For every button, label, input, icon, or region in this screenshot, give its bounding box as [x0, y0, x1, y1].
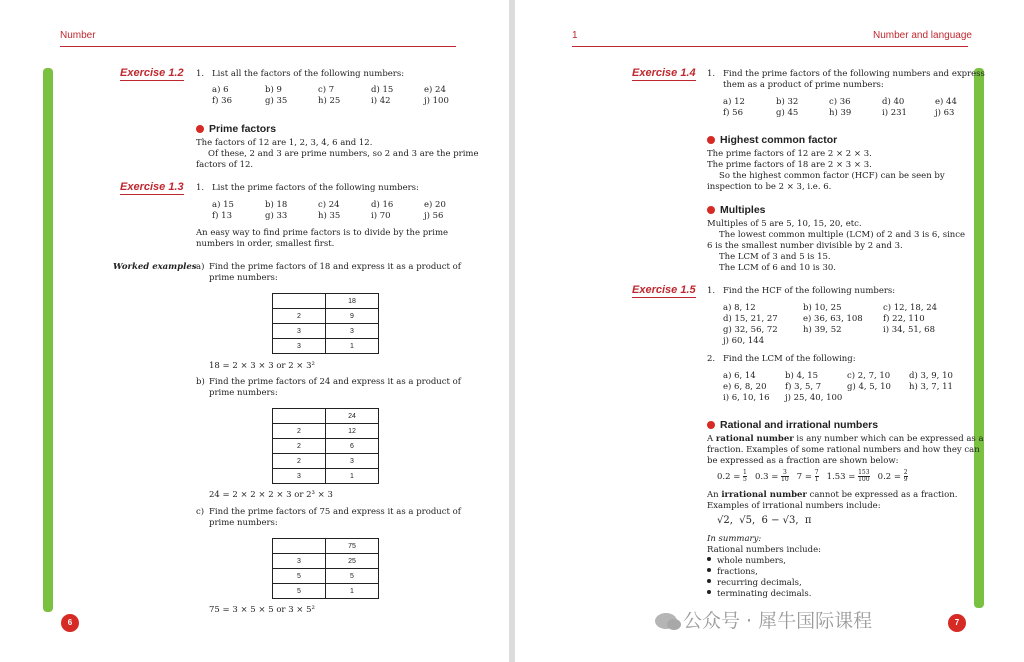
- multiples-text: The LCM of 6 and 10 is 30.: [719, 263, 837, 273]
- bullet-icon: [707, 557, 711, 561]
- list-item: j) 100: [424, 96, 449, 106]
- bullet-dot-icon: [196, 125, 204, 133]
- right-page: [515, 0, 1024, 662]
- list-item: a) 12: [723, 97, 745, 107]
- table-row: 18: [273, 294, 379, 309]
- list-item: terminating decimals.: [707, 589, 811, 600]
- worked-example-b-text: prime numbers:: [209, 388, 278, 398]
- table-row: 3 1: [273, 339, 379, 354]
- list-item: c) 24: [318, 200, 340, 210]
- worked-example-c-letter: c): [196, 507, 205, 517]
- exercise-1-2-items: [212, 85, 477, 107]
- exercise-1-3-items: [212, 200, 477, 222]
- list-item: c) 36: [829, 97, 851, 107]
- factor-table-18: [272, 293, 379, 354]
- list-item: g) 33: [265, 211, 288, 221]
- exercise-1-5-q1-items: [723, 303, 973, 347]
- irrational-examples: √2, √5, 6 − √3, π: [717, 515, 812, 526]
- list-item: e) 20: [424, 200, 446, 210]
- rational-irrational-heading: Rational and irrational numbers: [707, 419, 878, 431]
- exercise-1-4-number: 1.: [707, 69, 716, 79]
- multiples-text: Multiples of 5 are 5, 10, 15, 20, etc.: [707, 219, 862, 229]
- right-header-rule: [572, 46, 968, 47]
- table-row: 2 9: [273, 309, 379, 324]
- list-item: fractions,: [707, 567, 758, 578]
- list-item: g) 45: [776, 108, 799, 118]
- hcf-text: The prime factors of 12 are 2 × 2 × 3.: [707, 149, 872, 159]
- summary-intro: Rational numbers include:: [707, 545, 821, 555]
- list-item: c) 12, 18, 24: [883, 303, 938, 313]
- list-item: d) 15: [371, 85, 394, 95]
- list-item: h) 39, 52: [803, 325, 842, 335]
- exercise-1-4-text: Find the prime factors of the following numbers and express: [723, 69, 985, 79]
- table-row: 2 6: [273, 439, 379, 454]
- list-item: whole numbers,: [707, 556, 786, 567]
- left-header-rule: [60, 46, 456, 47]
- table-row: 75: [273, 539, 379, 554]
- list-item: e) 44: [935, 97, 957, 107]
- hcf-text: inspection to be 2 × 3, i.e. 6.: [707, 182, 832, 192]
- exercise-1-5-q1-instruction: Find the HCF of the following numbers:: [723, 286, 896, 296]
- multiples-text: The LCM of 3 and 5 is 15.: [719, 252, 831, 262]
- rational-definition: A rational number is any number which can be expressed as a: [707, 434, 984, 444]
- table-row: 2 3: [273, 454, 379, 469]
- multiples-text: The lowest common multiple (LCM) of 2 and 3 is 6, since: [719, 230, 966, 240]
- exercise-1-2-instruction: List all the factors of the following numbers:: [212, 69, 405, 79]
- prime-factors-text: Of these, 2 and 3 are prime numbers, so 2 and 3 are the prime: [208, 149, 479, 159]
- list-item: d) 15, 21, 27: [723, 314, 778, 324]
- irrational-definition: Examples of irrational numbers include:: [707, 501, 881, 511]
- list-item: b) 4, 15: [785, 371, 819, 381]
- list-item: a) 6, 14: [723, 371, 756, 381]
- list-item: f) 13: [212, 211, 232, 221]
- list-item: g) 4, 5, 10: [847, 382, 891, 392]
- worked-example-b-result: 24 = 2 × 2 × 2 × 3 or 2³ × 3: [209, 490, 333, 500]
- exercise-1-4-text: them as a product of prime numbers:: [723, 80, 884, 90]
- list-item: g) 32, 56, 72: [723, 325, 778, 335]
- wechat-icon: [655, 613, 677, 629]
- prime-factors-heading: Prime factors: [196, 123, 276, 135]
- list-item: a) 8, 12: [723, 303, 756, 313]
- list-item: b) 32: [776, 97, 799, 107]
- list-item: d) 40: [882, 97, 905, 107]
- exercise-1-3-label: Exercise 1.3: [120, 181, 184, 193]
- table-row: 5 5: [273, 569, 379, 584]
- left-green-margin-bar: [43, 68, 53, 612]
- left-page-number: 6: [61, 614, 79, 632]
- right-header-title: Number and language: [873, 30, 972, 41]
- list-item: j) 56: [424, 211, 444, 221]
- list-item: c) 2, 7, 10: [847, 371, 891, 381]
- exercise-1-5-label: Exercise 1.5: [632, 284, 696, 296]
- multiples-text: 6 is the smallest number divisible by 2 and 3.: [707, 241, 903, 251]
- worked-examples-label: Worked examples: [113, 262, 197, 272]
- irrational-definition: An irrational number cannot be expressed as a fraction.: [707, 490, 958, 500]
- hcf-heading: Highest common factor: [707, 134, 837, 146]
- exercise-1-5-q2-instruction: Find the LCM of the following:: [723, 354, 856, 364]
- left-header-title: Number: [60, 30, 96, 41]
- prime-division-tip: numbers in order, smallest first.: [196, 239, 335, 249]
- list-item: recurring decimals,: [707, 578, 802, 589]
- list-item: h) 25: [318, 96, 341, 106]
- list-item: j) 25, 40, 100: [785, 393, 843, 403]
- exercise-1-3-instruction: List the prime factors of the following numbers:: [212, 183, 419, 193]
- exercise-1-2-number: 1.: [196, 69, 205, 79]
- hcf-text: So the highest common factor (HCF) can be seen by: [719, 171, 945, 181]
- list-item: j) 63: [935, 108, 955, 118]
- summary-label: In summary:: [707, 534, 762, 544]
- list-item: f) 3, 5, 7: [785, 382, 822, 392]
- list-item: a) 15: [212, 200, 234, 210]
- right-green-margin-bar: [974, 68, 984, 608]
- exercise-1-4-label: Exercise 1.4: [632, 67, 696, 79]
- exercise-1-5-q2-items: [723, 371, 971, 404]
- list-item: a) 6: [212, 85, 229, 95]
- table-row: 3 25: [273, 554, 379, 569]
- prime-factors-text: factors of 12.: [196, 160, 254, 170]
- list-item: f) 56: [723, 108, 743, 118]
- chapter-number: 1: [572, 30, 578, 41]
- factor-table-75: [272, 538, 379, 599]
- list-item: d) 16: [371, 200, 394, 210]
- list-item: i) 231: [882, 108, 907, 118]
- list-item: b) 10, 25: [803, 303, 842, 313]
- list-item: e) 6, 8, 20: [723, 382, 767, 392]
- list-item: h) 39: [829, 108, 852, 118]
- bullet-icon: [707, 579, 711, 583]
- list-item: d) 3, 9, 10: [909, 371, 953, 381]
- exercise-1-5-q2-number: 2.: [707, 354, 716, 364]
- list-item: c) 7: [318, 85, 335, 95]
- rational-definition: be expressed as a fraction are shown below:: [707, 456, 899, 466]
- list-item: e) 24: [424, 85, 446, 95]
- list-item: b) 18: [265, 200, 288, 210]
- table-row: 2 12: [273, 424, 379, 439]
- rational-examples: 0.2 = $\frac{1}{5}$ 0.3 = $\frac{3}{10}$ 7 = $\frac{7}{1}$ 1.53 = $\frac{153}{100}$ 0.2 = $\frac{2}{9}$: [717, 469, 908, 483]
- bullet-icon: [707, 568, 711, 572]
- prime-division-tip: An easy way to find prime factors is to divide by the prime: [196, 228, 449, 238]
- table-row: 3 3: [273, 324, 379, 339]
- list-item: e) 36, 63, 108: [803, 314, 863, 324]
- wechat-watermark: 公众号 · 犀牛国际课程: [655, 606, 872, 633]
- list-item: i) 70: [371, 211, 391, 221]
- list-item: g) 35: [265, 96, 288, 106]
- list-item: i) 6, 10, 16: [723, 393, 770, 403]
- hcf-text: The prime factors of 18 are 2 × 3 × 3.: [707, 160, 872, 170]
- table-row: 5 1: [273, 584, 379, 599]
- worked-example-a-letter: a): [196, 262, 205, 272]
- worked-example-a-text: Find the prime factors of 18 and express it as a product of: [209, 262, 461, 272]
- exercise-1-5-q1-number: 1.: [707, 286, 716, 296]
- right-page-number: 7: [948, 614, 966, 632]
- worked-example-c-result: 75 = 3 × 5 × 5 or 3 × 5²: [209, 605, 315, 615]
- worked-example-c-text: Find the prime factors of 75 and express it as a product of: [209, 507, 461, 517]
- prime-factors-text: The factors of 12 are 1, 2, 3, 4, 6 and 12.: [196, 138, 373, 148]
- multiples-heading: Multiples: [707, 204, 766, 216]
- bullet-dot-icon: [707, 421, 715, 429]
- list-item: j) 60, 144: [723, 336, 765, 346]
- exercise-1-2-label: Exercise 1.2: [120, 67, 184, 79]
- table-row: 3 1: [273, 469, 379, 484]
- left-page: [0, 0, 509, 662]
- worked-example-b-letter: b): [196, 377, 205, 387]
- rational-definition: fraction. Examples of some rational numbers and how they can: [707, 445, 980, 455]
- bullet-dot-icon: [707, 206, 715, 214]
- worked-example-b-text: Find the prime factors of 24 and express it as a product of: [209, 377, 461, 387]
- table-row: 24: [273, 409, 379, 424]
- worked-example-c-text: prime numbers:: [209, 518, 278, 528]
- worked-example-a-result: 18 = 2 × 3 × 3 or 2 × 3²: [209, 361, 315, 371]
- bullet-dot-icon: [707, 136, 715, 144]
- list-item: i) 42: [371, 96, 391, 106]
- list-item: h) 35: [318, 211, 341, 221]
- list-item: h) 3, 7, 11: [909, 382, 953, 392]
- exercise-1-3-number: 1.: [196, 183, 205, 193]
- list-item: b) 9: [265, 85, 282, 95]
- factor-table-24: [272, 408, 379, 484]
- list-item: f) 36: [212, 96, 232, 106]
- list-item: f) 22, 110: [883, 314, 925, 324]
- exercise-1-4-items: [723, 97, 988, 119]
- bullet-icon: [707, 590, 711, 594]
- list-item: i) 34, 51, 68: [883, 325, 935, 335]
- worked-example-a-text: prime numbers:: [209, 273, 278, 283]
